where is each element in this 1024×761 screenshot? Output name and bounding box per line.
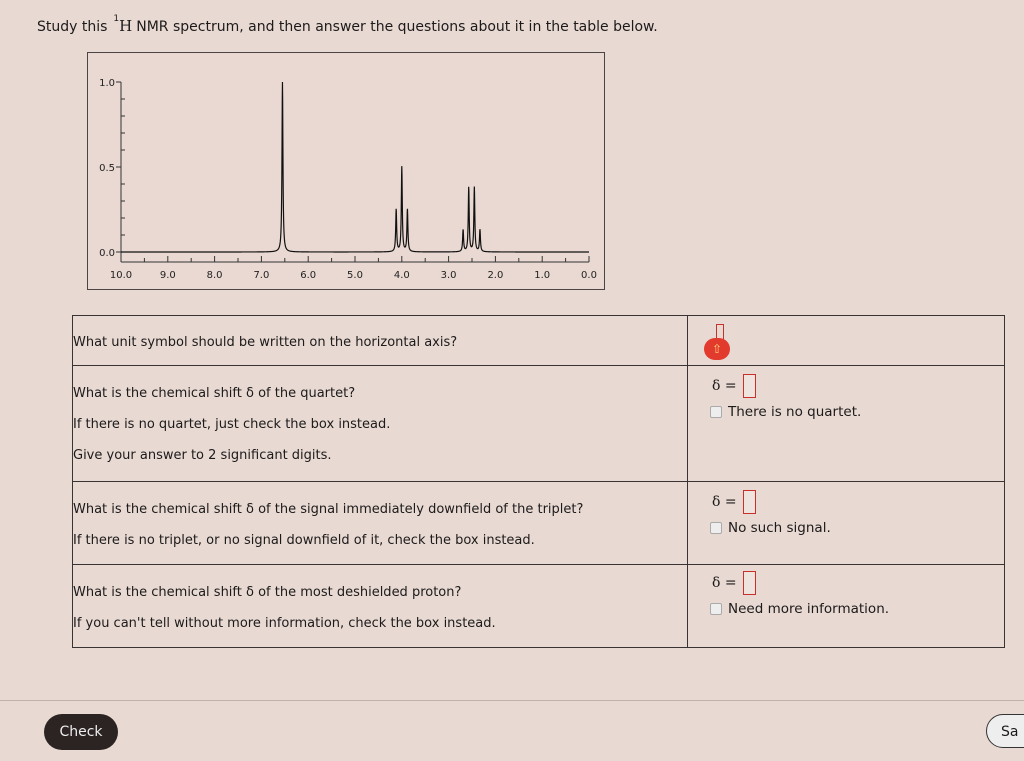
questions-table — [72, 315, 1005, 648]
x-tick-label: 0.0 — [581, 270, 597, 281]
nucleus: H — [119, 17, 132, 35]
x-tick-label: 6.0 — [300, 270, 316, 281]
delta-label: δ = — [712, 378, 737, 394]
instructions — [37, 17, 658, 35]
y-tick-label: 0.0 — [99, 248, 115, 259]
question-text: What is the chemical shift δ of the most deshielded proton? — [73, 585, 687, 600]
x-tick-label: 3.0 — [441, 270, 457, 281]
x-tick-label: 8.0 — [207, 270, 223, 281]
x-tick-label: 10.0 — [110, 270, 132, 281]
no-such-signal-checkbox[interactable] — [710, 522, 722, 534]
deshielded-shift-input[interactable] — [743, 571, 756, 595]
arrow-up-icon: ⇧ — [712, 342, 722, 356]
question-text: What unit symbol should be written on the horizontal axis? — [73, 335, 687, 350]
question-text: What is the chemical shift δ of the signal immediately downfield of the triplet? — [73, 502, 687, 517]
x-tick-label: 2.0 — [487, 270, 503, 281]
downfield-shift-input[interactable] — [743, 490, 756, 514]
nmr-spectrum-chart — [87, 52, 605, 290]
footer-bar — [0, 700, 1024, 761]
spectrum-svg — [88, 53, 604, 289]
question-instruction: If you can't tell without more information, check the box instead. — [73, 616, 687, 631]
question-row — [73, 316, 1005, 366]
question-instruction: Give your answer to 2 significant digits. — [73, 448, 687, 463]
question-instruction: If there is no quartet, just check the box instead. — [73, 417, 687, 432]
checkbox-label: No such signal. — [728, 520, 831, 536]
checkbox-label: There is no quartet. — [728, 404, 861, 420]
question-row — [73, 482, 1005, 565]
question-row — [73, 565, 1005, 648]
x-tick-label: 1.0 — [534, 270, 550, 281]
x-tick-label: 7.0 — [253, 270, 269, 281]
delta-label: δ = — [712, 494, 737, 510]
x-tick-label: 5.0 — [347, 270, 363, 281]
checkbox-label: Need more information. — [728, 601, 889, 617]
question-text: What is the chemical shift δ of the quartet? — [73, 386, 687, 401]
x-tick-label: 4.0 — [394, 270, 410, 281]
question-row — [73, 366, 1005, 482]
delta-label: δ = — [712, 575, 737, 591]
intro-text-rest: NMR spectrum, and then answer the questions about it in the table below. — [136, 19, 657, 35]
save-button[interactable]: Sa — [986, 714, 1024, 748]
y-tick-label: 1.0 — [99, 78, 115, 89]
intro-text: Study this — [37, 19, 107, 35]
check-button[interactable]: Check — [44, 714, 118, 750]
superscript: 1 — [113, 14, 119, 24]
y-tick-label: 0.5 — [99, 163, 115, 174]
need-more-info-checkbox[interactable] — [710, 603, 722, 615]
spectrum-line — [121, 82, 589, 252]
x-tick-label: 9.0 — [160, 270, 176, 281]
quartet-shift-input[interactable] — [743, 374, 756, 398]
question-instruction: If there is no triplet, or no signal downfield of it, check the box instead. — [73, 533, 687, 548]
keyboard-toggle-button[interactable] — [704, 338, 730, 360]
no-quartet-checkbox[interactable] — [710, 406, 722, 418]
